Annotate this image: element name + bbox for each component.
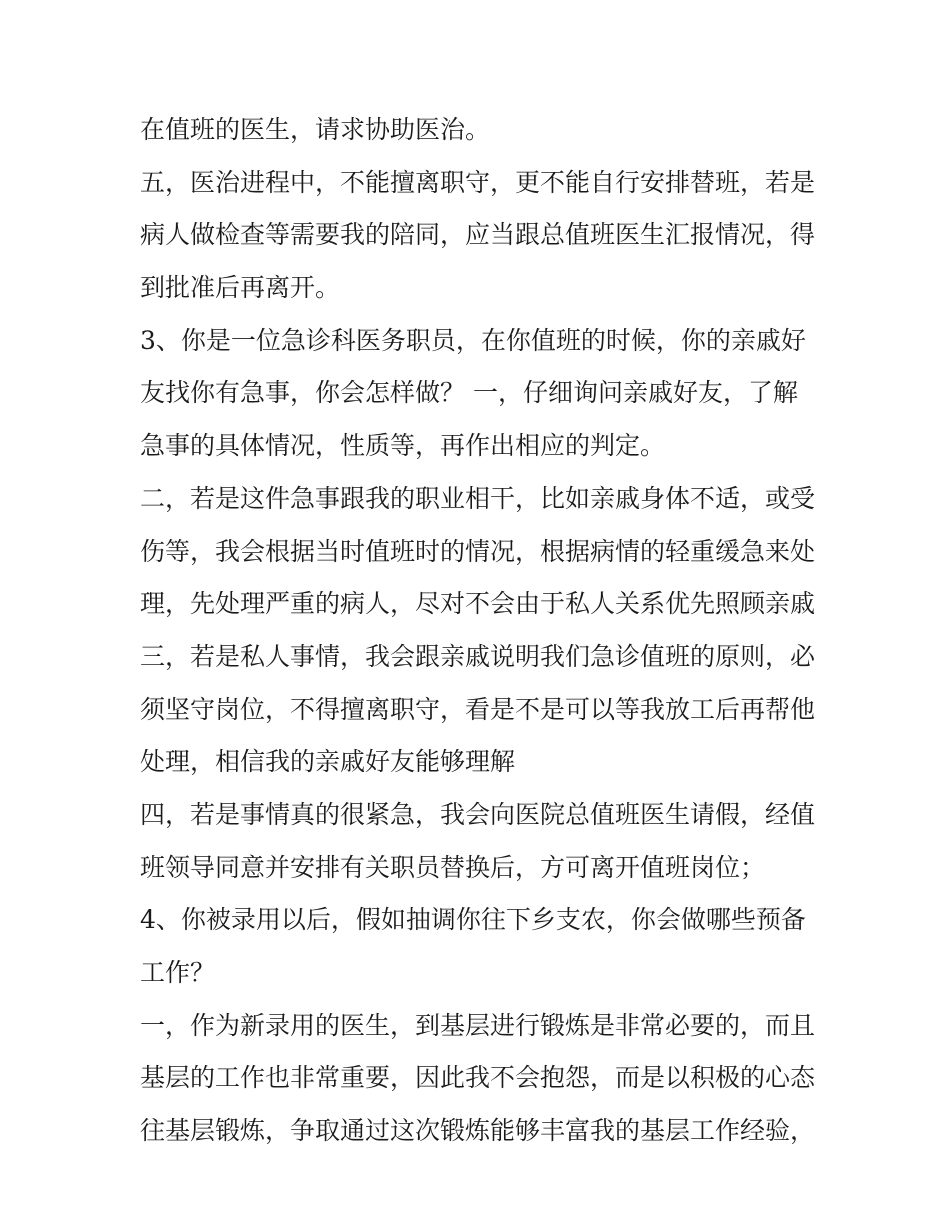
text-line: 五，医治进程中，不能擅离职守，更不能自行安排替班，若是 <box>140 167 816 197</box>
document-body <box>140 104 815 1158</box>
text-line: 一，作为新录用的医生，到基层进行锻炼是非常必要的，而且 <box>140 1010 816 1040</box>
text-line: 伤等，我会根据当时值班时的情况，根据病情的轻重缓急来处 <box>140 536 816 566</box>
text-line: 3、你是一位急诊科医务职员，在你值班的时候，你的亲戚好 <box>140 325 806 355</box>
text-line: 到批准后再离开。 <box>140 273 341 303</box>
text-line: 急事的具体情况，性质等，再作出相应的判定。 <box>140 431 666 461</box>
text-line: 友找你有急事，你会怎样做？ 一，仔细询问亲戚好友，了解 <box>140 378 798 408</box>
text-line: 三，若是私人事情，我会跟亲戚说明我们急诊值班的原则，必 <box>140 641 816 671</box>
text-line: 工作？ <box>140 958 216 987</box>
text-line: 往基层锻炼，争取通过这次锻炼能够丰富我的基层工作经验， <box>140 1116 816 1146</box>
text-line: 病人做检查等需要我的陪同，应当跟总值班医生汇报情况，得 <box>140 220 816 250</box>
text-line: 在值班的医生，请求协助医治。 <box>140 115 491 144</box>
text-line: 处理，相信我的亲戚好友能够理解 <box>140 747 516 777</box>
text-line: 理，先处理严重的病人，尽对不会由于私人关系优先照顾亲戚 <box>140 589 816 619</box>
text-line: 4、你被录用以后，假如抽调你往下乡支农，你会做哪些预备 <box>140 905 806 935</box>
text-line: 须坚守岗位，不得擅离职守，看是不是可以等我放工后再帮他 <box>140 694 816 724</box>
text-line: 基层的工作也非常重要，因此我不会抱怨，而是以积极的心态 <box>140 1063 816 1093</box>
text-line: 四，若是事情真的很紧急，我会向医院总值班医生请假，经值 <box>140 799 816 829</box>
text-line: 班领导同意并安排有关职员替换后，方可离开值班岗位； <box>140 852 766 882</box>
text-line: 二，若是这件急事跟我的职业相干，比如亲戚身体不适，或受 <box>140 483 816 513</box>
